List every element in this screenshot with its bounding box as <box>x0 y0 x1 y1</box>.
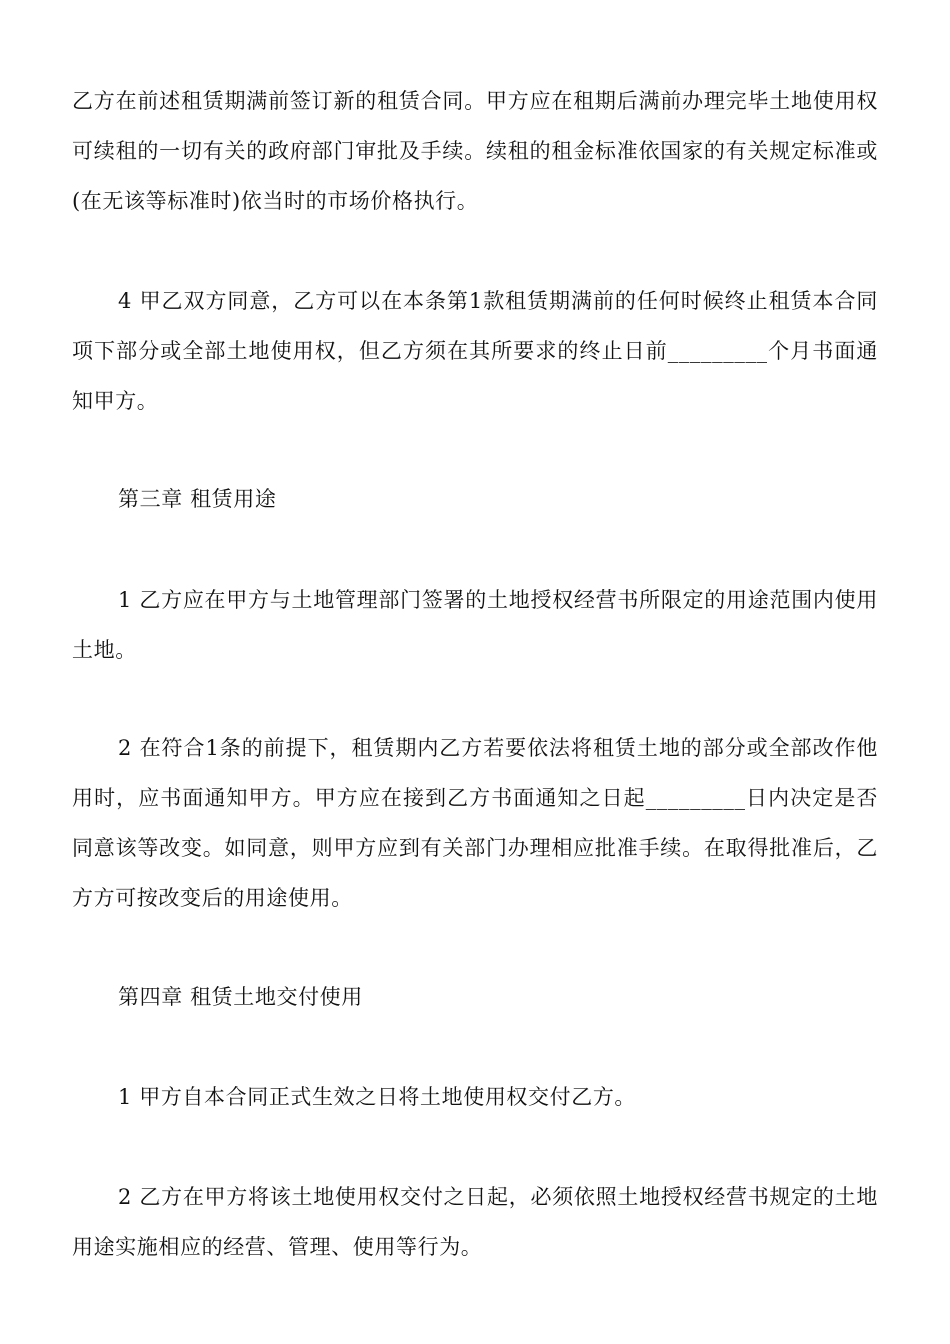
paragraph-usage-clause-1: 1 乙方应在甲方与土地管理部门签署的土地授权经营书所限定的用途范围内使用土地。 <box>72 588 878 662</box>
paragraph-clause-4-termination: 4 甲乙双方同意，乙方可以在本条第1款租赁期满前的任何时候终止租赁本合同项下部分或全部土地使用权，但乙方须在其所要求的终止日前_________个月书面通知甲方。 <box>72 289 878 413</box>
paragraph-delivery-clause-1: 1 甲方自本合同正式生效之日将土地使用权交付乙方。 <box>118 1085 637 1109</box>
paragraph-delivery-clause-2: 2 乙方在甲方将该土地使用权交付之日起，必须依照土地授权经营书规定的土地用途实施相应的经营、管理、使用等行为。 <box>72 1185 878 1259</box>
chapter-3-heading: 第三章 租赁用途 <box>118 487 277 511</box>
paragraph-renewal-continuation: 乙方在前述租赁期满前签订新的租赁合同。甲方应在租期后满前办理完毕土地使用权可续租的一切有关的政府部门审批及手续。续租的租金标准依国家的有关规定标准或(在无该等标准时)依当时的市场价格执行。 <box>72 89 878 213</box>
chapter-4-heading: 第四章 租赁土地交付使用 <box>118 985 363 1009</box>
paragraph-usage-clause-2: 2 在符合1条的前提下，租赁期内乙方若要依法将租赁土地的部分或全部改作他用时，应书面通知甲方。甲方应在接到乙方书面通知之日起_________日内决定是否同意该等改变。如同意，则甲方应到有关部门办理相应批准手续。在取得批准后，乙方方可按改变后的用途使用。 <box>72 736 878 910</box>
